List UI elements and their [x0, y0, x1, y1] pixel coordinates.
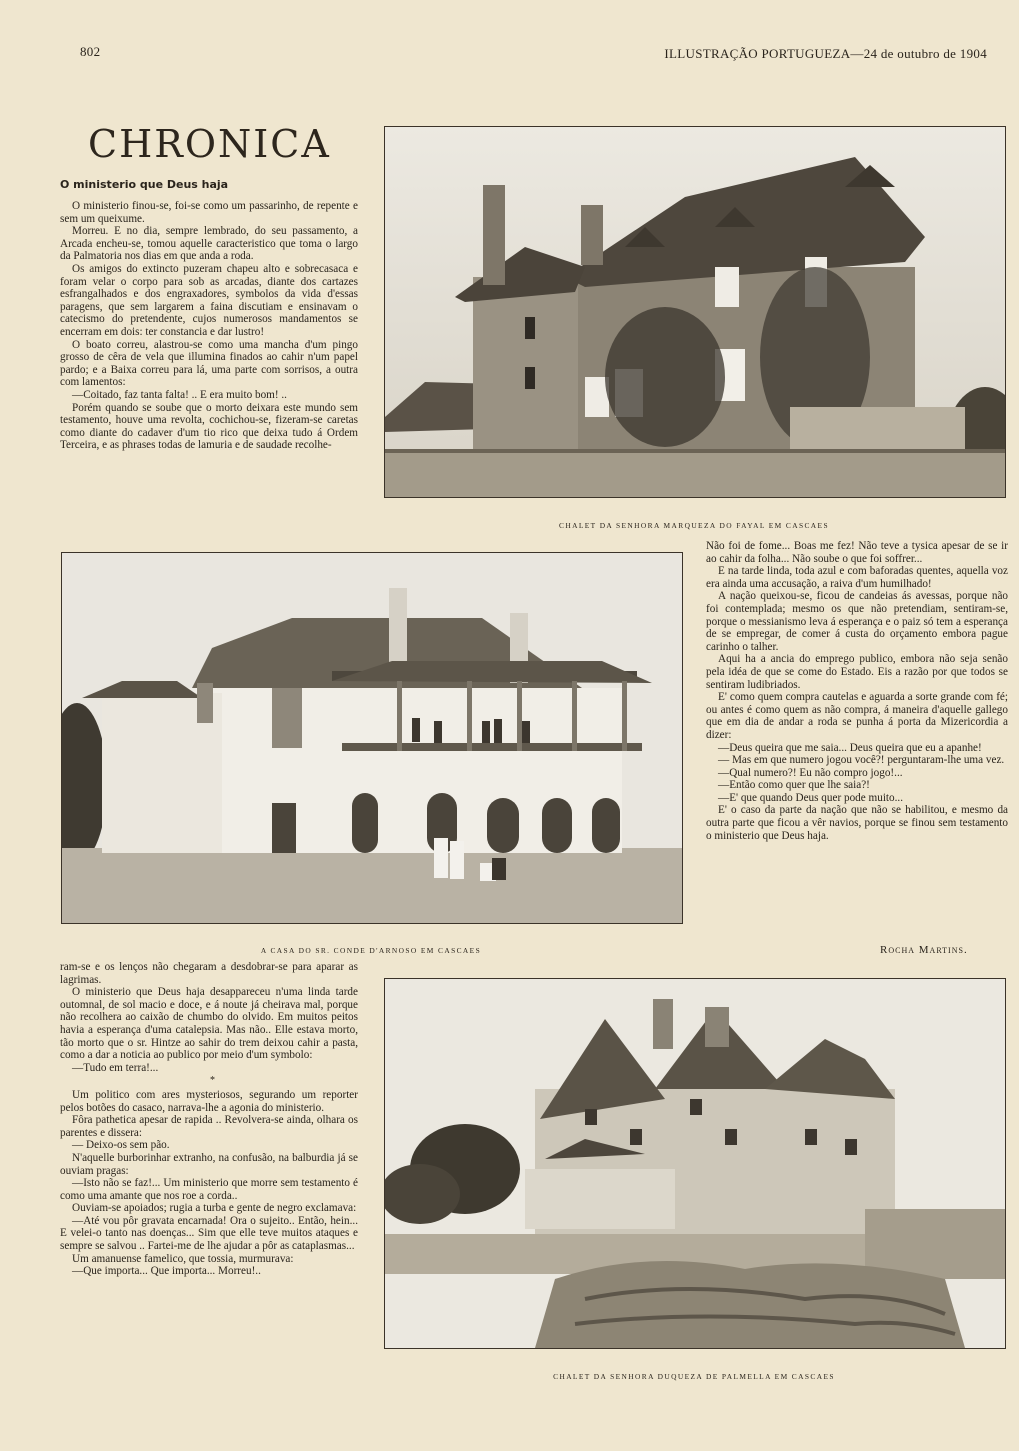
article-subtitle: O ministerio que Deus haja: [60, 178, 229, 191]
column-1-top: [60, 200, 358, 530]
photo-chalet-fayal: [384, 126, 1006, 498]
page-number: 802: [80, 44, 101, 59]
paragraph: —Coitado, faz tanta falta! .. E era muito bom! ..: [72, 388, 287, 401]
paragraph: —Deus queira que me saia... Deus queira que eu a apanhe!: [718, 741, 982, 754]
paragraph: E' o caso da parte da nação que não se habilitou, e mesmo da outra parte que ficou a vêr navios, porque se finou sem testamento o ministerio que Deus haja.: [706, 804, 1008, 842]
paragraph: E na tarde linda, toda azul e com baforadas quentes, aquella voz era ainda uma accusação, a raiva d'um humilhado!: [706, 565, 1008, 590]
section-separator: *: [210, 1075, 215, 1087]
caption-casa-arnoso: A CASA DO SR. CONDE D'ARNOSO EM CASCAES: [260, 946, 482, 955]
paragraph: ram-se e os lenços não chegaram a desdobrar-se para aparar as lagrimas.: [60, 961, 358, 986]
paragraph: Ouviam-se apoiados; rugia a turba e gente de negro exclamava:: [72, 1202, 357, 1215]
masthead: ILLUSTRAÇÃO PORTUGUEZA—24 de outubro de 1904: [664, 46, 987, 61]
paragraph: E' como quem compra cautelas e aguarda a sorte grande com fé; ou antes é como quem as não compra, á maneira d'aquelle gallego que em dia de andar a roda se punha á porta da Mizericordia a dizer:: [706, 691, 1008, 741]
author-signature: Rocha Martins.: [880, 944, 968, 956]
paragraph: —Isto não se faz!... Um ministerio que morre sem testamento é como uma amante que nos roe a corda..: [60, 1177, 358, 1202]
paragraph: — Deixo-os sem pão.: [72, 1139, 170, 1152]
paragraph: Não foi de fome... Boas me fez! Não teve a tysica apesar de se ir ao cahir da folha... Não soube o que foi soffrer...: [706, 540, 1008, 565]
paragraph: —Tudo em terra!...: [72, 1061, 159, 1074]
page-title: CHRONICA: [88, 122, 331, 166]
paragraph: Fôra pathetica apesar de rapida .. Revolvera-se ainda, olhara os parentes e dissera:: [60, 1114, 358, 1139]
paragraph: A nação queixou-se, ficou de candeias ás avessas, porque não foi contemplada; mesmo os que não pretendiam, sentiram-se, porque o messianismo leva á esperança e o paiz só tem a esperança de se empregar, de comer á custa do orçamento embora pague carinho o talher.: [706, 590, 1008, 653]
paragraph: —Até vou pôr gravata encarnada! Ora o sujeito.. Então, hein... E velei-o tanto nas doenças... Sim que elle teve muitos ataques e sempre se salvou .. Fartei-me de lhe ajudar a pôr as cataplasmas...: [60, 1214, 358, 1253]
paragraph: O ministerio que Deus haja desappareceu n'uma linda tarde outomnal, de sol macio e doce, e á noute já cheirava mal, porque não recolhera ao caixão de chumbo do olvido. Em muitos peitos havia a esperança d'uma catalepsia. Mas não.. Elle estava morto, tão morto que o sr. Hintze ao sahir do trem deixou cahir a pasta, como a dar a noticia ao publico por meio d'um symbolo:: [60, 986, 358, 1062]
photo-chalet-palmella: [384, 978, 1006, 1349]
paragraph: —Qual numero?! Eu não compro jogo!...: [718, 766, 903, 779]
column-1-bottom: [60, 961, 358, 1393]
paragraph: O boato correu, alastrou-se como uma mancha d'um pingo grosso de cêra de vela que illumina finados ao cahir n'um papel pardo; e a Baixa correu para lá, uma parte com sorrisos, a outra com lamentos:: [60, 338, 358, 389]
paragraph: O ministerio finou-se, foi-se como um passarinho, de repente e sem um queixume.: [60, 200, 358, 225]
casa-arnoso-image: [62, 553, 682, 923]
paragraph: — Mas em que numero jogou você?! perguntaram-lhe uma vez.: [718, 754, 1005, 767]
paragraph: Porém quando se soube que o morto deixara este mundo sem testamento, houve uma revolta, cochichou-se, fizeram-se caretas como diante do cadaver d'um tio rico que deixa tudo á Ordem Terceira, e as phrases todas de lamuria e de saudade recolhe-: [60, 401, 358, 452]
paragraph: —Que importa... Que importa... Morreu!..: [72, 1265, 261, 1278]
caption-chalet-fayal: CHALET DA SENHORA MARQUEZA DO FAYAL EM CASCAES: [559, 521, 829, 530]
chalet-palmella-image: [385, 979, 1005, 1348]
paragraph: Um politico com ares mysteriosos, segurando um reporter pelos botões do casaco, narrava-lhe a agonia do ministerio.: [60, 1088, 358, 1114]
photo-casa-arnoso: [61, 552, 683, 924]
paragraph: Os amigos do extincto puzeram chapeu alto e sobrecasaca e foram velar o corpo para sob as arcadas, diante dos cartazes esfrangalhados e dos engraxadores, symbolos da vida d'essas paragens, que sem largarem a faina discutiam e ensinavam o catecismo do pretendente, cujos numerosos mandamentos se encerram em dois: ter constancia e dar lustro!: [60, 262, 358, 338]
column-2: [706, 540, 1008, 940]
paragraph: N'aquelle burborinhar extranho, na confusão, na balburdia já se ouviam pragas:: [60, 1151, 358, 1177]
paragraph: Um amanuense famelico, que tossia, murmurava:: [72, 1252, 294, 1265]
caption-chalet-palmella: CHALET DA SENHORA DUQUEZA DE PALMELLA EM CASCAES: [553, 1372, 835, 1381]
paragraph: Aqui ha a ancia do emprego publico, embora não seja senão pela idéa de que se come do Estado. Eis a razão por que todos se sentiram ludibriados.: [706, 653, 1008, 691]
paragraph: Morreu. E no dia, sempre lembrado, do seu passamento, a Arcada encheu-se, tomou aquelle caracteristico que toma o largo da Palmatoria nos dias em que anda a roda.: [60, 225, 358, 263]
paragraph: —Então como quer que lhe saia?!: [718, 779, 870, 792]
chalet-fayal-image: [385, 127, 1005, 497]
paragraph: —E' que quando Deus quer pode muito...: [718, 791, 904, 804]
